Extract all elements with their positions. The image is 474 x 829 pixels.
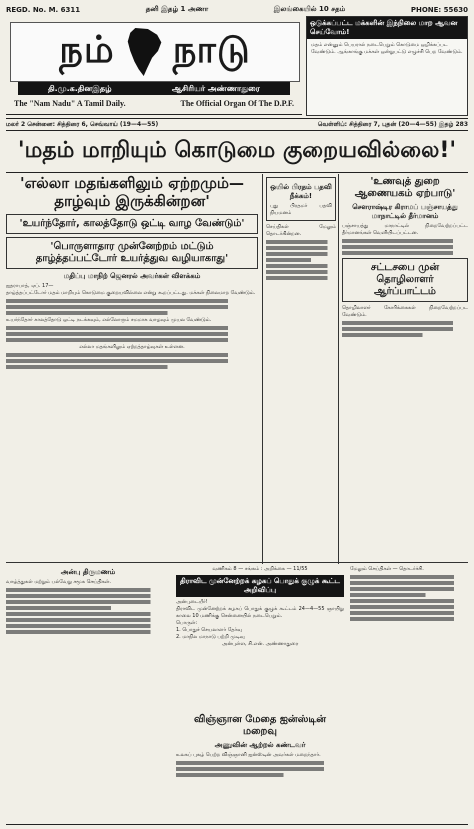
notice-heading: ஒடுக்கப்பட்ட மக்களின் இந்நிலை மாற ஆவன செய்வோம்! — [307, 17, 467, 39]
bottom-rule — [6, 824, 468, 825]
text-line — [350, 617, 468, 621]
bottom-center-headline: விஞ்ஞான மேதை ஐன்ஸ்டின் மறைவு — [194, 714, 326, 737]
middle-story-text: செய்திகள் மேலும் தொடர்கின்றன. — [266, 224, 336, 237]
left-paragraph-1: தாழ்த்தப்பட்டோர் மதம் மாறியும் கொடுமை குறையவில்லை என்று கூறப்பட்டது. மக்கள் நிலைமாற வேண்டும். — [6, 290, 256, 296]
annual-price: இலங்கையில் 10 சதம் — [273, 5, 346, 13]
text-line — [6, 353, 258, 357]
single-issue-price: தனி இதழ் 1 அணா — [145, 5, 209, 13]
text-line — [350, 575, 468, 579]
text-line — [6, 305, 258, 309]
logo-left: நம் — [59, 28, 115, 71]
agenda-item-1: 1. பொதுச் செயலாளர் தேர்வு — [176, 627, 242, 633]
text-line — [6, 338, 258, 342]
bottom-left-text: வாழ்த்துகள் மற்றும் பல்வேறு சமூக செய்திகள். — [6, 579, 111, 585]
motto-bar — [18, 82, 290, 95]
motto-right: ஆசிரியர் அண்ணாதுரை — [171, 83, 260, 93]
left-subhead-box-1: 'உயர்ந்தோர், காலத்தோடு ஒட்டி வாழ வேண்டும்' — [6, 214, 258, 234]
text-line — [342, 321, 468, 325]
bottom-right-text: மேலும் செய்திகள் — தொடர்ச்சி. — [350, 566, 424, 572]
text-line — [350, 599, 468, 603]
logo-right: நாடு — [172, 28, 251, 71]
right-subhead: சௌராஷ்டிர கிராமப் பஞ்சாயத்து மாநாட்டில் தீர்மானம் — [352, 203, 458, 220]
middle-box-heading: ஒயில் பிரதம் பதவி நீக்கம்! — [270, 183, 332, 200]
text-line — [266, 252, 336, 256]
text-line — [6, 612, 170, 616]
party-notice-signature: அன்புள்ள, சி.என். அண்ணாதுரை — [221, 641, 299, 647]
text-line — [6, 332, 258, 336]
left-dateline: ஐதராபாத், ஏப். 17— — [6, 283, 54, 289]
text-line — [6, 594, 170, 598]
dateline-left: மலர் 2 சென்னை: சித்திரை 6, செவ்வாய் (19—4—55) — [6, 120, 159, 128]
registration-number: REGD. No. M. 6311 — [6, 5, 81, 14]
text-line — [6, 618, 170, 622]
tamil-nadu-map-icon — [123, 28, 165, 76]
text-line — [350, 587, 468, 591]
bottom-center-column — [176, 712, 344, 820]
text-line — [342, 333, 468, 337]
text-line — [350, 605, 468, 609]
tagline-right: The Official Organ Of The D.P.F. — [180, 99, 294, 108]
right-side-text: தொழிலாளர் கோரிக்கைகள் நிறைவேற்றப்பட வேண்டும். — [342, 305, 468, 318]
motto-left: தி.மு.க.தினஇதழ் — [48, 83, 112, 93]
text-line — [266, 258, 336, 262]
top-information-line — [6, 4, 468, 15]
notice-box — [306, 16, 468, 116]
left-byline: மதிப்பு மாநிற் ஜெனரல் அவர்கள் விளக்கம் — [63, 272, 201, 280]
column-rule — [262, 174, 263, 564]
right-column — [342, 174, 468, 560]
text-line — [266, 240, 336, 244]
agenda-item-2: 2. மாநில மாநாடு பற்றி முடிவு — [176, 634, 245, 640]
middle-column — [266, 174, 336, 560]
text-line — [266, 270, 336, 274]
text-line — [6, 359, 258, 363]
left-paragraph-2: உயர்ந்தோர் காலத்தோடு ஒட்டி நடக்கவும், எல்லோரும் சமமாக வாழவும் முயல வேண்டும். — [6, 317, 212, 323]
party-notice-box — [176, 566, 344, 710]
bottom-center-subhead: அணுவின் ஆற்றல் கண்டவர் — [214, 741, 306, 749]
agenda-title: பொருள்: — [176, 620, 198, 626]
text-line — [342, 239, 468, 243]
bottom-left-title: அன்பு திருமணம் — [60, 568, 116, 576]
party-notice-intro: அன்புடையீர்! — [176, 599, 208, 605]
tagline-left: The "Nam Nadu" A Tamil Daily. — [14, 99, 126, 108]
text-line — [6, 311, 258, 315]
text-line — [266, 246, 336, 250]
text-line — [266, 264, 336, 268]
bottom-right-column — [350, 566, 468, 820]
left-lead-column — [6, 174, 258, 560]
left-quote: எல்லா மதங்களிலும் ஏற்றத்தாழ்வுகள் உள்ளன. — [79, 344, 185, 350]
text-line — [342, 251, 468, 255]
bottom-left-column — [6, 566, 170, 820]
section-divider — [6, 562, 468, 563]
left-headline: 'எல்லா மதங்களிலும் ஏற்றமும்— தாழ்வும் இருக்கின்றன' — [20, 174, 244, 210]
english-tagline — [14, 99, 294, 108]
notice-body: மதம் என்னும் பெயரால் நடைபெறும் கொடுமை ஒழிக்கப்பட வேண்டும். ஆங்காங்கு மக்கள் ஒன்றுபட்டு எழுச்சி பெற வேண்டும். — [311, 42, 463, 55]
left-subhead-box-2: 'பொருளாதார முன்னேற்றம் மட்டும் தாழ்த்தப்பட்டோர் உயர்த்துவ வழியாகாது' — [6, 237, 258, 269]
text-line — [350, 593, 468, 597]
text-line — [176, 767, 344, 771]
party-notice-top: வணிகம் 8 — சங்கம் : அறிக்கை — 11/55 — [212, 566, 308, 572]
text-line — [266, 276, 336, 280]
text-line — [350, 611, 468, 615]
text-line — [6, 326, 258, 330]
dateline-right: வெள்ளிப்: சித்திரை 7, புதன் (20—4—55) இதழ் 283 — [317, 120, 468, 128]
text-line — [342, 245, 468, 249]
right-paragraph: பஞ்சாயத்து மாநாட்டில் நிறைவேற்றப்பட்ட தீர்மானங்கள் வெளியிடப்பட்டன. — [342, 223, 468, 236]
text-line — [6, 630, 170, 634]
main-banner-headline: 'மதம் மாறியும் கொடுமை குறையவில்லை!' — [6, 132, 468, 173]
phone-number: PHONE: 55630 — [410, 5, 468, 14]
text-line — [176, 773, 344, 777]
party-notice-headline: திராவிட முன்னேற்றக் கழகப் பொதுக் குழுக் கூட்ட அறிவிப்பு — [176, 575, 344, 597]
text-line — [342, 327, 468, 331]
bottom-center-text: உலகப் புகழ் பெற்ற விஞ்ஞானி ஐன்ஸ்டின் அவர்கள் மறைந்தார். — [176, 752, 321, 758]
right-headline: 'உணவுத் துறை ஆணையகம் ஏற்பாடு' — [354, 176, 456, 199]
middle-box — [266, 177, 336, 221]
text-line — [176, 761, 344, 765]
party-notice-body: திராவிட முன்னேற்றக் கழகப் பொதுக் குழுக் கூட்டம் 24—4—55 ஞாயிறு காலை 10 மணிக்கு சென்னையில் நடைபெறும். — [176, 606, 344, 619]
text-line — [350, 581, 468, 585]
text-line — [6, 299, 258, 303]
masthead — [6, 16, 302, 115]
text-line — [6, 624, 170, 628]
text-line — [6, 606, 170, 610]
text-line — [6, 588, 170, 592]
middle-box-text: புது பிரதமர் பதவி நியமனம் — [270, 203, 332, 216]
dateline — [6, 118, 468, 131]
column-rule — [338, 174, 339, 564]
right-side-heading: சட்டசபை முன் தொழிலாளர் ஆர்ப்பாட்டம் — [342, 258, 468, 302]
newspaper-logo — [10, 22, 300, 82]
text-line — [6, 600, 170, 604]
text-line — [6, 365, 258, 369]
